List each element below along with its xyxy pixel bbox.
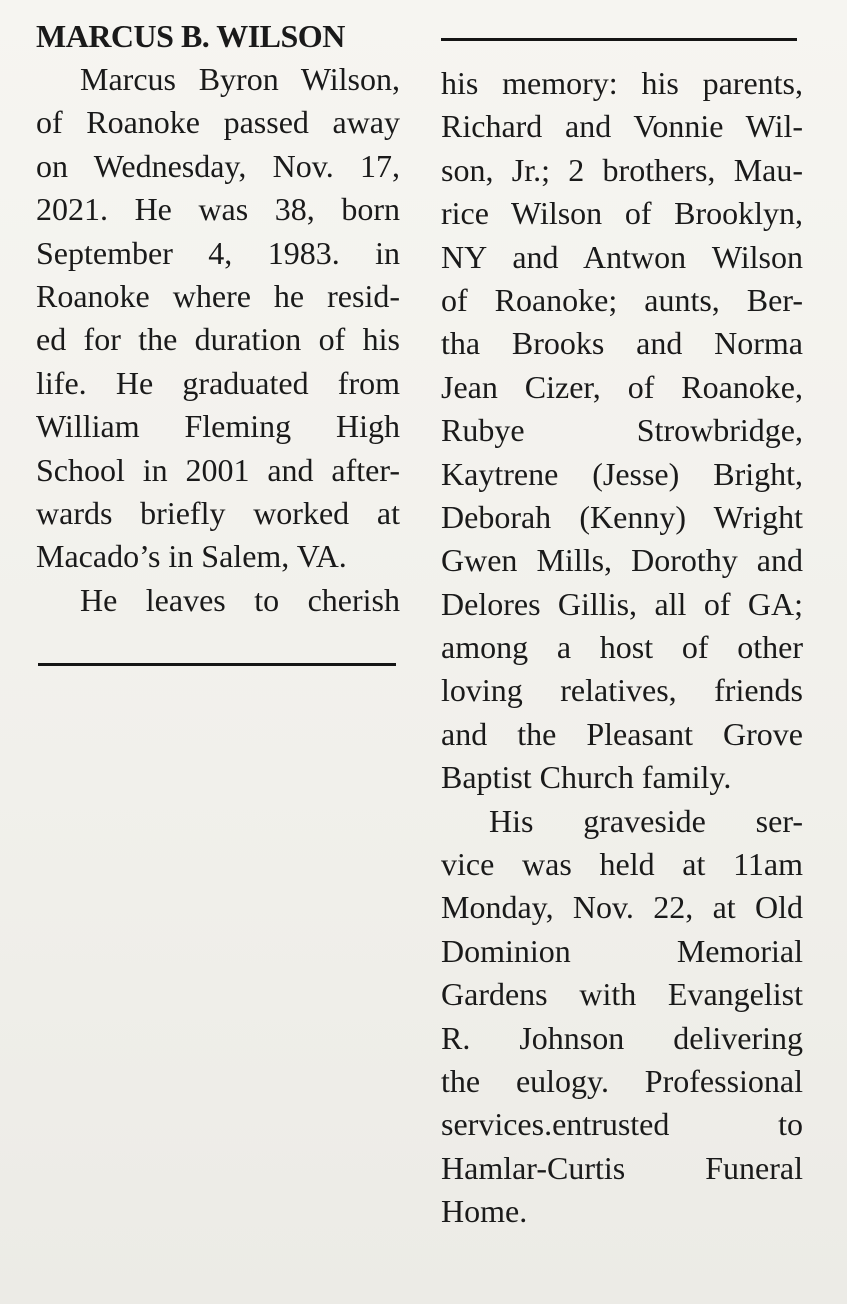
left-column [36,58,400,622]
text-line: Hamlar-Curtis Funeral [441,1149,803,1186]
obituary-headline: MARCUS B. WILSON [36,18,345,54]
text-line: School in 2001 and after- [36,451,400,488]
column-rule-top [441,38,797,41]
text-line: the eulogy. Professional [441,1062,803,1099]
text-line: 2021. He was 38, born [36,191,400,228]
text-line: He leaves to cherish [80,581,400,618]
text-line: Dominion Memorial [441,932,803,969]
text-line: Marcus Byron Wilson, [80,61,400,97]
right-column [441,62,803,1234]
text-line: wards briefly worked at [36,494,400,531]
text-line: Baptist Church family. [441,759,732,796]
text-line: on Wednesday, Nov. 17, [36,147,400,184]
text-line: Deborah (Kenny) Wright [441,498,803,535]
text-line: services.entrusted to [441,1106,803,1143]
text-line: and the Pleasant Grove [441,715,803,752]
text-line: William Fleming High [36,408,400,445]
text-line: vice was held at 11am [441,846,803,883]
text-line: Delores Gillis, all of GA; [441,585,803,622]
text-line: among a host of other [441,629,803,666]
text-line: loving relatives, friends [441,672,803,709]
text-line: NY and Antwon Wilson [441,238,803,275]
text-line: Monday, Nov. 22, at Old [441,889,803,926]
text-line: his memory: his parents, [441,65,803,101]
text-line: Richard and Vonnie Wil- [441,108,803,145]
text-line: ed for the duration of his [36,321,400,358]
text-line: Jean Cizer, of Roanoke, [441,368,803,405]
text-line: R. Johnson delivering [441,1019,803,1056]
text-line: of Roanoke passed away [36,104,400,141]
text-line: Macado’s in Salem, VA. [36,538,347,575]
text-line: Gardens with Evangelist [441,976,803,1013]
text-line: life. He graduated from [36,364,400,401]
text-line: Home. [441,1193,528,1230]
column-rule-bottom [38,663,396,666]
text-line: Roanoke where he resid- [36,277,400,314]
text-line: son, Jr.; 2 brothers, Mau- [441,151,803,188]
text-line: of Roanoke; aunts, Ber- [441,281,803,318]
text-line: His graveside ser- [489,802,803,839]
text-line: tha Brooks and Norma [441,325,803,362]
text-line: rice Wilson of Brooklyn, [441,195,803,232]
text-line: September 4, 1983. in [36,234,400,271]
text-line: Gwen Mills, Dorothy and [441,542,803,579]
text-line: Kaytrene (Jesse) Bright, [441,455,803,492]
text-line: Rubye Strowbridge, [441,412,803,449]
